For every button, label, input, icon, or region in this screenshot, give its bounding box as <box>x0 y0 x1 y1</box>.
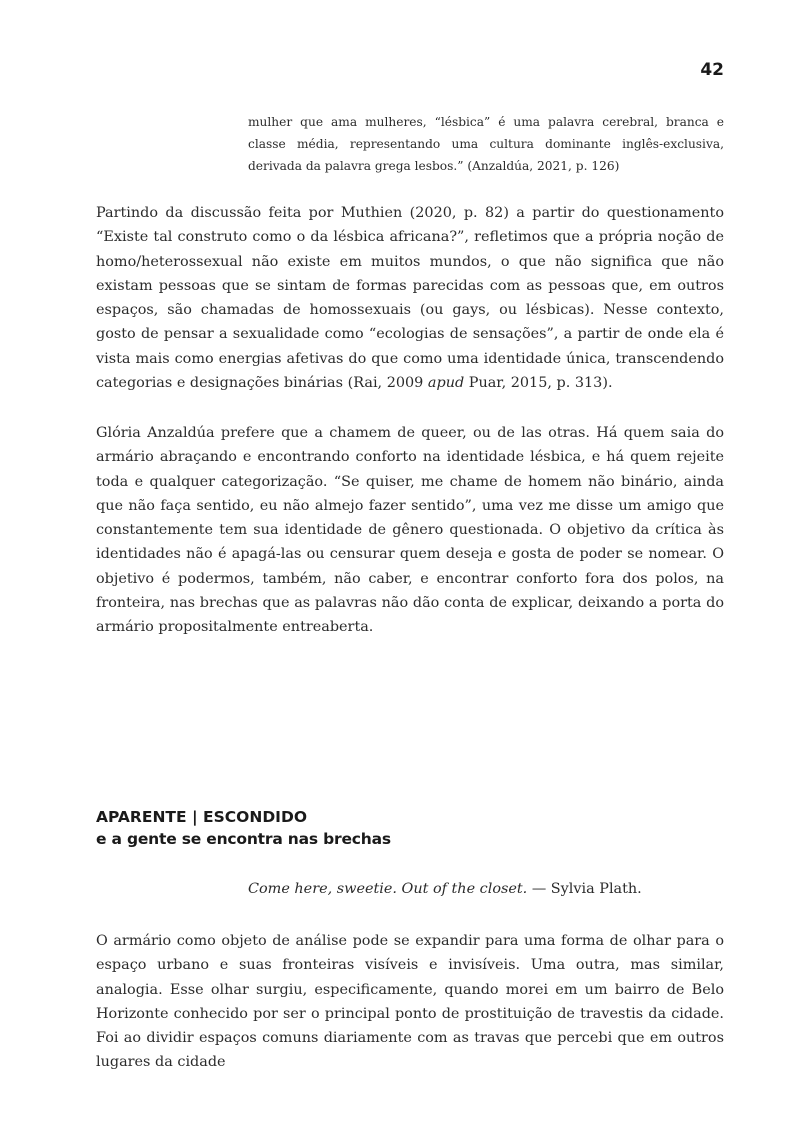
section-subtitle: e a gente se encontra nas brechas <box>96 830 391 848</box>
section-title: APARENTE | ESCONDIDO <box>96 808 307 826</box>
paragraph-anzaldua: Glória Anzaldúa prefere que a chamem de queer, ou de las otras. Há quem saia do armário abraçando e encontrando conforto na identidade lésbica, e há quem rejeite toda e qualquer categorização. “Se quiser, me chame de homem não binário, ainda que não faça sentido, eu não almejo fazer sentido”, uma vez me disse um amigo que constantemente tem sua identidade de gênero questionada. O objetivo da crítica às identidades não é apagá-las ou censurar quem deseja e gosta de poder se nomear. O objetivo é podermos, também, não caber, e encontrar conforto fora dos polos, na fronteira, nas brechas que as palavras não dão conta de explicar, deixando a porta do armário propositalmente entreaberta. <box>96 425 724 636</box>
paragraph-muthien <box>96 201 724 395</box>
epigraph <box>248 878 724 900</box>
paragraph-text-end: Puar, 2015, p. 313). <box>464 375 613 392</box>
paragraph-text: Partindo da discussão feita por Muthien (2020, p. 82) a partir do questionamento “Existe tal construto como o da lésbica africana?”, refletimos que a própria noção de homo/heterossexual não existe em muitos mundos, o que não significa que não existam pessoas que se sintam de formas parecidas com as pessoas que, em outros espaços, são chamadas de homossexuais (ou gays, ou lésbicas). Nesse contexto, gosto de pensar a sexualidade como “ecologias de sensações”, a partir de onde ela é vista mais como energias afetivas do que como uma identidade única, transcendendo categorias e designações binárias (Rai, 2009 <box>96 205 724 392</box>
paragraph-armario: O armário como objeto de análise pode se expandir para uma forma de olhar para o espaço urbano e suas fronteiras visíveis e invisíveis. Uma outra, mas similar, analogia. Esse olhar surgiu, especificamente, quando morei em um bairro de Belo Horizonte conhecido por ser o principal ponto de prostituição de travestis da cidade. Foi ao dividir espaços comuns diariamente com as travas que percebi que em outros lugares da cidade <box>96 933 724 1071</box>
latin-term: apud <box>427 375 465 392</box>
epigraph-quote: Come here, sweetie. Out of the closet. <box>248 881 528 897</box>
section-heading <box>96 806 724 850</box>
page-number: 42 <box>700 60 724 80</box>
block-quote: mulher que ama mulheres, “lésbica” é uma palavra cerebral, branca e classe média, representando uma cultura dominante inglês-exclusiva, derivada da palavra grega lesbos.” (Anzaldúa, 2021, p. 126) <box>248 115 724 173</box>
epigraph-attribution: — Sylvia Plath. <box>527 881 642 897</box>
